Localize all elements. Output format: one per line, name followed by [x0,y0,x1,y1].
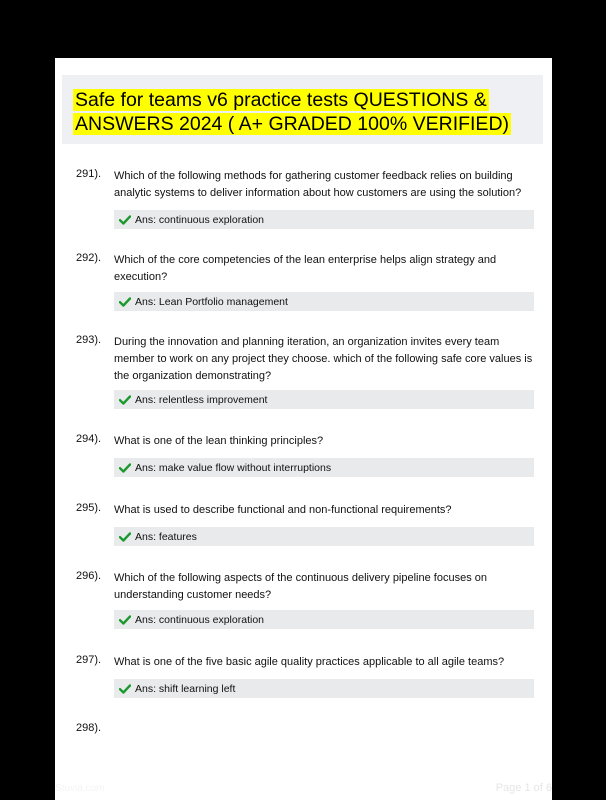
question-text: What is one of the lean thinking principles? [114,435,324,447]
answer-text: Ans: relentless improvement [135,393,268,406]
question-number: 295). [76,502,102,514]
answer-text: Ans: continuous exploration [135,613,264,626]
answer-text: Ans: continuous exploration [135,213,264,226]
check-icon [119,615,133,625]
document-title [73,88,535,136]
check-icon [119,215,133,225]
question-text: Which of the core competencies of the lean enterprise helps align strategy and execution? [114,254,497,283]
question-text: Which of the following methods for gathering customer feedback relies on building analytic systems to deliver information about how customers are using the solution? [114,170,522,199]
answer-box [114,610,534,629]
answer-box [114,679,534,698]
page-number: Page 1 of 6 [495,782,552,794]
question-number: 297). [76,654,102,666]
answer-box [114,210,534,229]
question-text: Which of the following aspects of the continuous delivery pipeline focuses on understanding customer needs? [114,572,487,601]
answer-text: Ans: shift learning left [135,682,236,695]
answer-text: Ans: Lean Portfolio management [135,295,288,308]
answer-text: Ans: make value flow without interruptions [135,461,332,474]
answer-box [114,292,534,311]
answer-box [114,458,534,477]
question-text: What is one of the five basic agile quality practices applicable to all agile teams? [114,656,505,668]
answer-box [114,390,534,409]
document-page [55,58,552,800]
check-icon [119,684,133,694]
answer-text: Ans: features [135,530,197,543]
footer-watermark: Stuvia.com [55,783,105,794]
question-number: 298). [76,722,102,734]
answer-box [114,527,534,546]
question-number: 296). [76,570,102,582]
question-number: 294). [76,433,102,445]
check-icon [119,463,133,473]
question-number: 291). [76,168,102,180]
check-icon [119,395,133,405]
title-box [62,75,543,144]
question-number: 293). [76,334,102,346]
check-icon [119,532,133,542]
check-icon [119,297,133,307]
page-top-edge [55,58,552,60]
question-number: 292). [76,252,102,264]
title-highlight: Safe for teams v6 practice tests QUESTIONS & ANSWERS 2024 ( A+ GRADED 100% VERIFIED) [75,89,510,135]
question-text: During the innovation and planning iteration, an organization invites every team member to work on any project they choose. which of the following safe core values is the organization demonstrating? [114,336,533,382]
question-text: What is used to describe functional and non-functional requirements? [114,504,452,516]
